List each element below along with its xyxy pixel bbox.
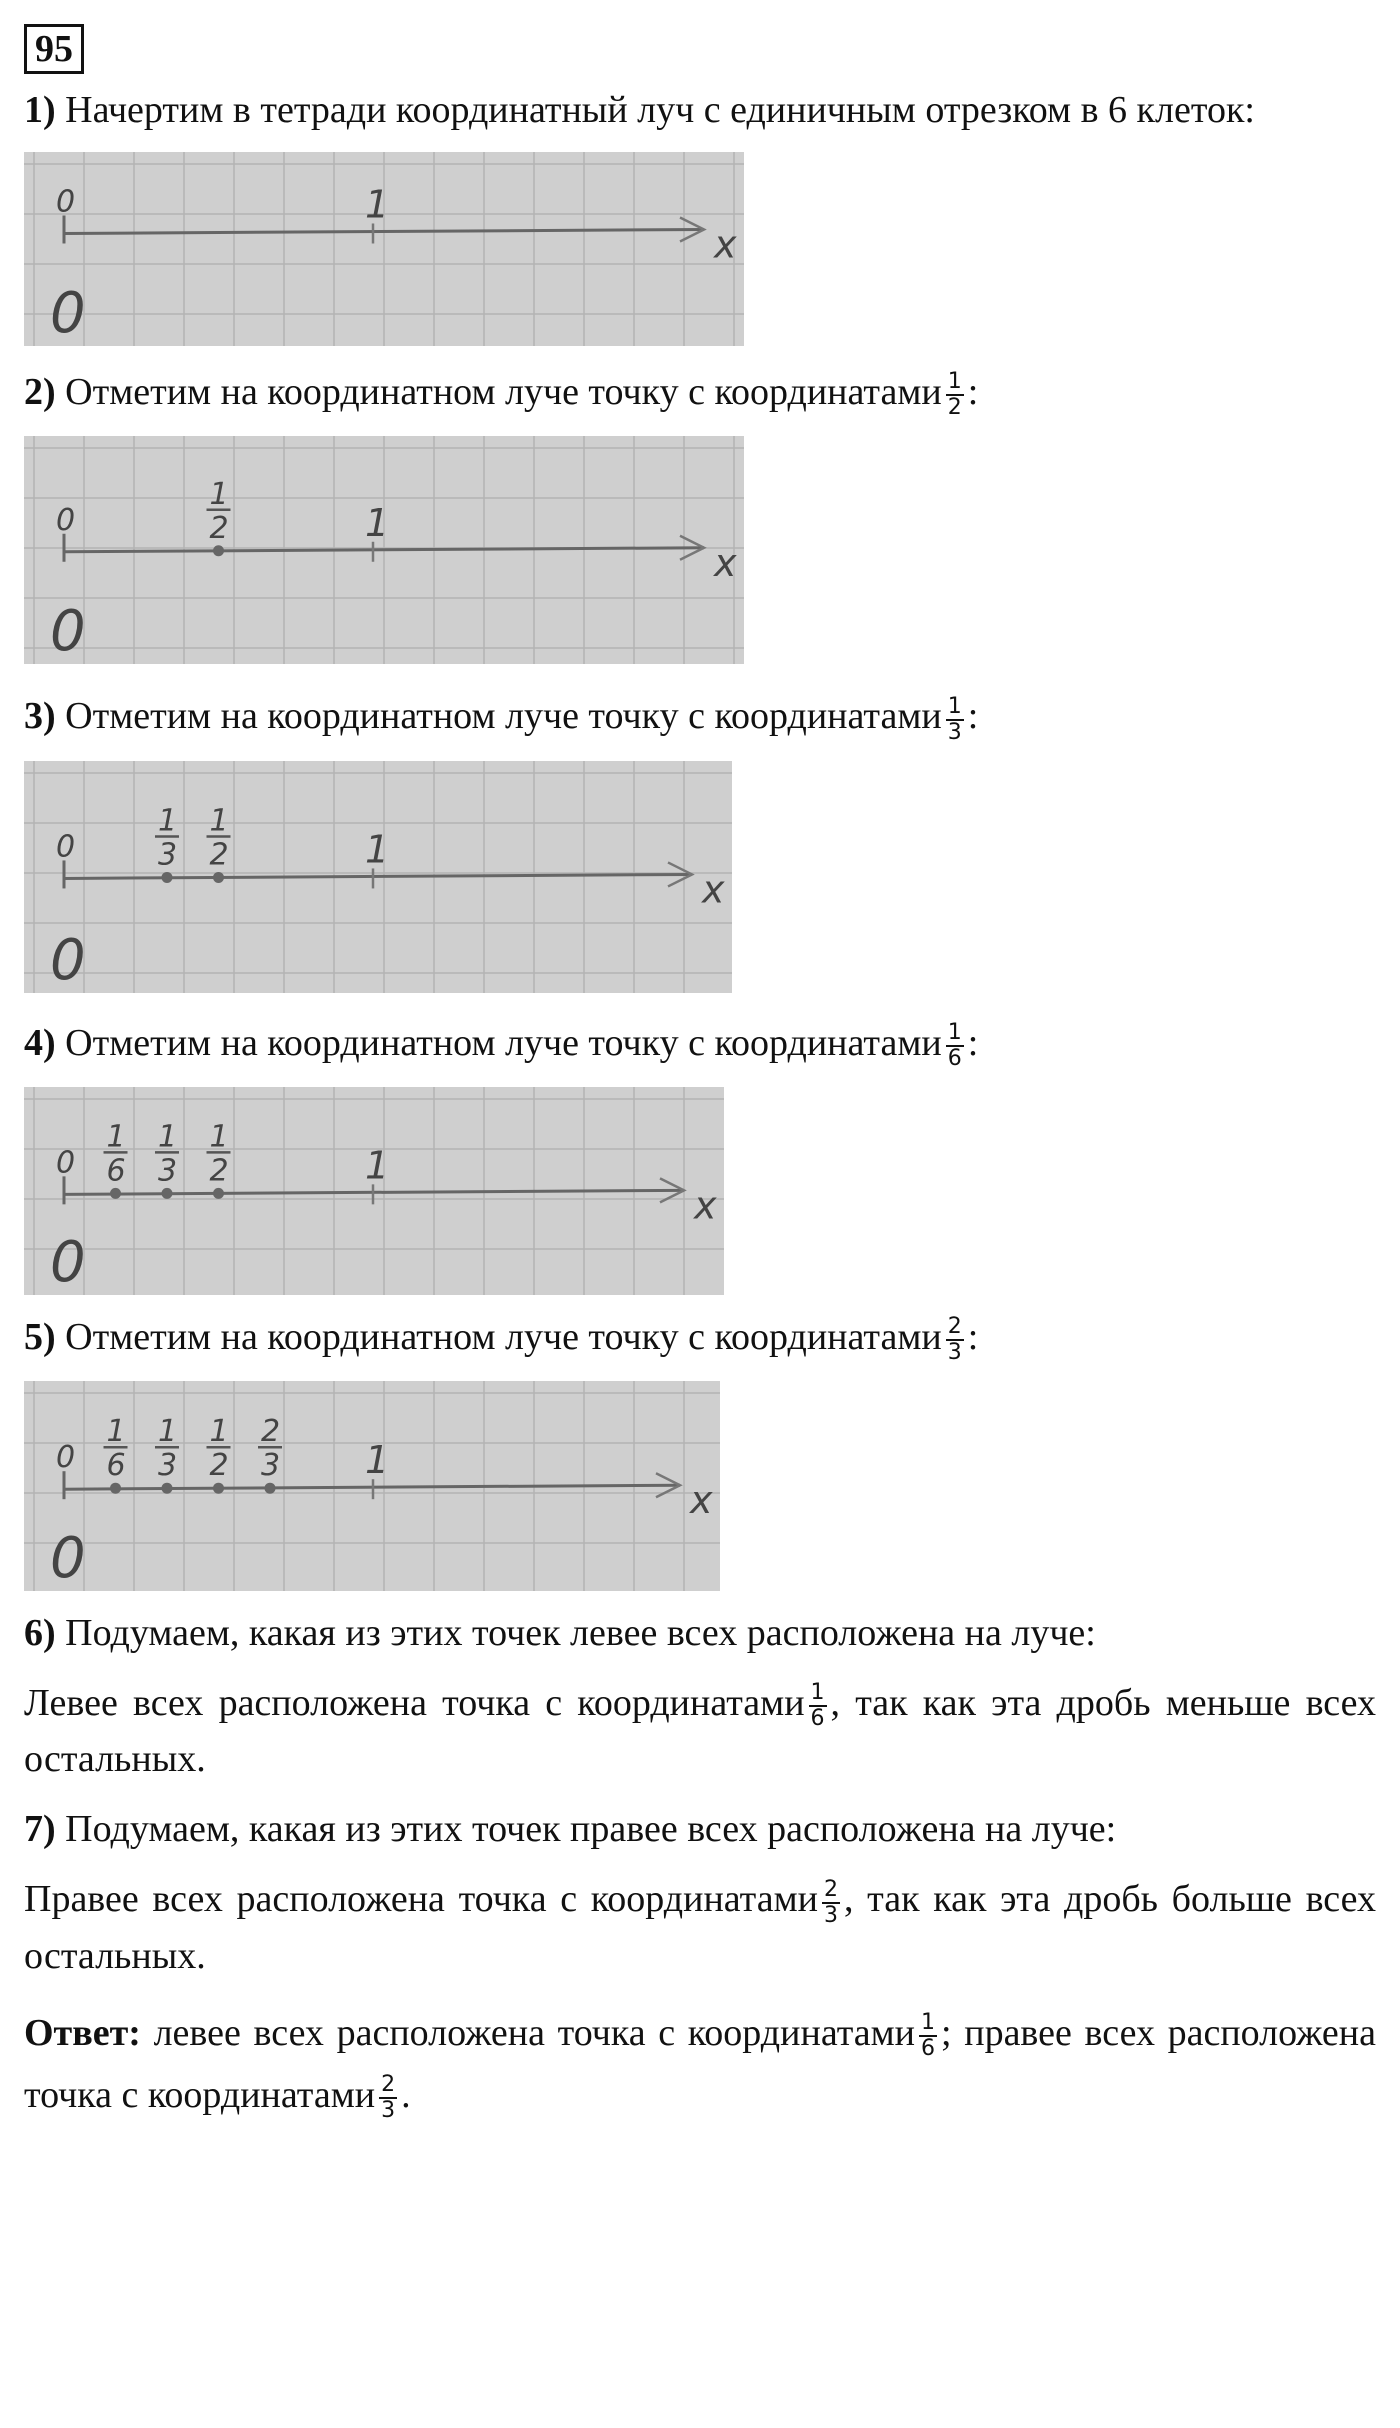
fraction bbox=[946, 1021, 964, 1071]
figure-1-photo bbox=[24, 152, 744, 346]
numerator: 2 bbox=[823, 1876, 838, 1902]
numerator: 1 bbox=[947, 693, 962, 719]
origin-letter-label: 0 bbox=[50, 1526, 86, 1592]
step-number: 3) bbox=[24, 695, 56, 738]
punctuation: : bbox=[967, 695, 979, 738]
one-mark-label: 1 bbox=[365, 501, 390, 546]
fraction-denominator-label: 3 bbox=[157, 837, 178, 873]
fraction-point bbox=[110, 1483, 121, 1494]
punctuation: : bbox=[967, 1021, 979, 1064]
figure-4-photo bbox=[24, 1087, 724, 1295]
step-3 bbox=[24, 688, 1376, 744]
answer-text: ; правее всех расположена точка с координатами bbox=[24, 2011, 1377, 2116]
x-axis-letter: x bbox=[714, 541, 737, 586]
punctuation: : bbox=[967, 1315, 979, 1358]
fraction bbox=[809, 1681, 827, 1731]
fraction-point bbox=[161, 1483, 172, 1494]
origin-letter-label: 0 bbox=[50, 599, 86, 665]
fraction-point bbox=[161, 872, 172, 883]
answer-text: , так как эта дробь больше всех остальных. bbox=[24, 1878, 1376, 1977]
denominator: 3 bbox=[947, 719, 962, 745]
fraction-denominator-label: 6 bbox=[106, 1448, 126, 1484]
figure-2-photo bbox=[24, 436, 744, 664]
answer-text: , так как эта дробь меньше всех остальных. bbox=[24, 1682, 1376, 1781]
denominator: 6 bbox=[947, 1045, 962, 1071]
fraction-point bbox=[110, 1188, 121, 1199]
fraction bbox=[946, 370, 964, 420]
ray-line bbox=[64, 229, 704, 233]
denominator: 3 bbox=[823, 1902, 838, 1928]
numerator: 2 bbox=[381, 2071, 396, 2097]
step-number: 1) bbox=[24, 89, 56, 131]
one-mark-label: 1 bbox=[365, 182, 390, 227]
answer-text: левее всех расположена точка с координатами bbox=[153, 2011, 916, 2054]
step-text: Подумаем, какая из этих точек правее всех расположена на луче: bbox=[65, 1808, 1117, 1851]
fraction-numerator-label: 1 bbox=[209, 477, 229, 513]
numerator: 2 bbox=[947, 1314, 962, 1340]
fraction-numerator-label: 1 bbox=[157, 1119, 178, 1155]
step-number: 4) bbox=[24, 1021, 56, 1064]
x-axis-letter: x bbox=[702, 867, 725, 912]
step-text: Отметим на координатном луче точку с координатами bbox=[65, 1021, 942, 1064]
fraction-numerator-label: 1 bbox=[106, 1414, 126, 1450]
fraction-numerator-label: 1 bbox=[209, 1119, 229, 1155]
fraction-denominator-label: 2 bbox=[209, 1153, 229, 1189]
fraction bbox=[946, 695, 964, 745]
ray-line bbox=[64, 874, 692, 878]
fraction-numerator-label: 1 bbox=[157, 803, 178, 839]
origin-letter-label: 0 bbox=[50, 281, 86, 346]
figure-3-photo bbox=[24, 761, 732, 993]
step-text: Отметим на координатном луче точку с координатами bbox=[65, 1315, 942, 1358]
denominator: 6 bbox=[921, 2035, 936, 2061]
step-text: Отметим на координатном луче точку с координатами bbox=[65, 371, 942, 413]
solution-page bbox=[24, 24, 1376, 2126]
zero-mark-label: 0 bbox=[56, 829, 76, 865]
fraction-point bbox=[213, 1188, 224, 1199]
fraction-denominator-label: 6 bbox=[106, 1153, 126, 1189]
numerator: 1 bbox=[947, 369, 962, 395]
denominator: 6 bbox=[810, 1706, 825, 1732]
fraction-numerator-label: 1 bbox=[157, 1414, 178, 1450]
fraction-numerator-label: 2 bbox=[261, 1414, 281, 1450]
step-1 bbox=[24, 82, 1376, 138]
fraction-numerator-label: 1 bbox=[106, 1119, 126, 1155]
zero-mark-label: 0 bbox=[56, 1440, 76, 1476]
denominator: 3 bbox=[381, 2097, 396, 2123]
fraction-denominator-label: 3 bbox=[261, 1448, 281, 1484]
answer-label: Ответ: bbox=[24, 2011, 141, 2054]
number-ray-drawing bbox=[24, 1087, 724, 1295]
fraction-denominator-label: 3 bbox=[157, 1153, 178, 1189]
step-text: Отметим на координатном луче точку с координатами bbox=[65, 695, 942, 738]
step-6 bbox=[24, 1605, 1376, 1661]
number-ray-drawing bbox=[24, 152, 744, 346]
one-mark-label: 1 bbox=[365, 1438, 390, 1483]
step-text: Подумаем, какая из этих точек левее всех расположена на луче: bbox=[65, 1612, 1096, 1655]
fraction-denominator-label: 2 bbox=[209, 837, 229, 873]
denominator: 2 bbox=[947, 395, 962, 421]
task-number: 95 bbox=[24, 24, 84, 74]
punctuation: . bbox=[401, 2073, 411, 2116]
zero-mark-label: 0 bbox=[56, 184, 76, 220]
origin-letter-label: 0 bbox=[50, 1229, 86, 1295]
step-text: Начертим в тетради координатный луч с единичным отрезком в 6 клеток: bbox=[65, 89, 1255, 131]
fraction-point bbox=[265, 1483, 276, 1494]
fraction-point bbox=[213, 872, 224, 883]
fraction bbox=[379, 2073, 397, 2123]
fraction-point bbox=[213, 546, 224, 557]
fraction-denominator-label: 3 bbox=[157, 1448, 178, 1484]
answer-text: Правее всех расположена точка с координатами bbox=[24, 1878, 818, 1921]
fraction-denominator-label: 2 bbox=[209, 511, 229, 547]
zero-mark-label: 0 bbox=[56, 503, 76, 539]
step-4 bbox=[24, 1015, 1376, 1071]
numerator: 1 bbox=[947, 1019, 962, 1045]
numerator: 1 bbox=[810, 1680, 825, 1706]
step-number: 2) bbox=[24, 371, 56, 413]
fraction bbox=[919, 2011, 937, 2061]
denominator: 3 bbox=[947, 1340, 962, 1366]
fraction-numerator-label: 1 bbox=[209, 1414, 229, 1450]
step-6-answer bbox=[24, 1675, 1376, 1787]
x-axis-letter: x bbox=[714, 222, 737, 267]
step-7 bbox=[24, 1801, 1376, 1857]
step-number: 6) bbox=[24, 1612, 56, 1655]
step-5 bbox=[24, 1309, 1376, 1365]
one-mark-label: 1 bbox=[365, 827, 390, 872]
numerator: 1 bbox=[921, 2009, 936, 2035]
number-ray-drawing bbox=[24, 1381, 720, 1591]
step-number: 5) bbox=[24, 1315, 56, 1358]
punctuation: : bbox=[967, 371, 979, 413]
step-number: 7) bbox=[24, 1808, 56, 1851]
final-answer bbox=[24, 2002, 1376, 2126]
fraction bbox=[946, 1315, 964, 1365]
fraction-point bbox=[213, 1483, 224, 1494]
number-ray-drawing bbox=[24, 761, 732, 993]
zero-mark-label: 0 bbox=[56, 1145, 76, 1181]
origin-letter-label: 0 bbox=[50, 927, 86, 993]
step-7-answer bbox=[24, 1871, 1376, 1983]
fraction-numerator-label: 1 bbox=[209, 803, 229, 839]
answer-text: Левее всех расположена точка с координатами bbox=[24, 1682, 805, 1725]
notebook-grid bbox=[24, 152, 744, 346]
step-2 bbox=[24, 364, 1376, 420]
figure-5-photo bbox=[24, 1381, 720, 1591]
number-ray-drawing bbox=[24, 436, 744, 664]
one-mark-label: 1 bbox=[365, 1143, 390, 1188]
fraction-denominator-label: 2 bbox=[209, 1448, 229, 1484]
x-axis-letter: x bbox=[694, 1183, 717, 1228]
fraction bbox=[822, 1878, 840, 1928]
fraction-point bbox=[161, 1188, 172, 1199]
x-axis-letter: x bbox=[690, 1478, 713, 1523]
